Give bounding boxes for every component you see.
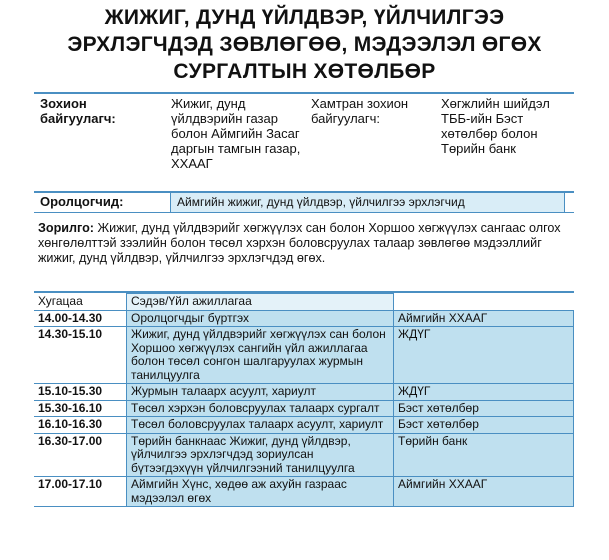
table-row xyxy=(34,384,574,401)
title-line-1: ЖИЖИГ, ДУНД ҮЙЛДВЭР, ҮЙЛЧИЛГЭЭ xyxy=(104,6,505,29)
title-line-3: СУРГАЛТЫН ХӨТӨЛБӨР xyxy=(173,60,436,83)
goal-label: Зорилго: xyxy=(38,221,94,235)
row-time: 14.30-15.10 xyxy=(34,327,127,384)
row-time: 14.00-14.30 xyxy=(34,310,127,327)
table-row xyxy=(34,400,574,417)
row-activity: Төрийн банкнаас Жижиг, дунд үйлдвэр, үйлчилгээ эрхлэгчдэд зориулсан бүтээгдэхүүн үйлчилгээний танилцуулга xyxy=(127,433,394,477)
divider xyxy=(34,92,574,94)
title-line-2: ЭРХЛЭГЧДЭД ЗӨВЛӨГӨӨ, МЭДЭЭЛЭЛ ӨГӨХ xyxy=(67,33,542,56)
row-responsible: Аймгийн ХХААГ xyxy=(394,477,574,507)
schedule-header-row xyxy=(34,294,574,311)
co-organizer-value: Хөгжлийн шийдэл ТББ-ийн Бэст хөтөлбөр болон Төрийн банк xyxy=(441,96,550,156)
organizer-block xyxy=(34,92,574,189)
table-row xyxy=(34,310,574,327)
row-time: 17.00-17.10 xyxy=(34,477,127,507)
row-responsible: ЖДҮГ xyxy=(394,384,574,401)
table-row xyxy=(34,327,574,384)
schedule-table xyxy=(34,291,574,507)
row-activity: Оролцогчдыг бүртгэх xyxy=(127,310,394,327)
row-time: 16.30-17.00 xyxy=(34,433,127,477)
table-row xyxy=(34,417,574,434)
row-activity: Аймгийн Хүнс, хөдөө аж ахуйн газраас мэдээлэл өгөх xyxy=(127,477,394,507)
table-row xyxy=(34,477,574,507)
row-responsible: Аймгийн ХХААГ xyxy=(394,310,574,327)
row-activity: Жижиг, дунд үйлдвэрийг хөгжүүлэх сан болон Хоршоо хөгжүүлэх сангийн үйл ажиллагаа болон төсөл сонгон шалгаруулах журмын танилцуулга xyxy=(127,327,394,384)
participants-value: Аймгийн жижиг, дунд үйлдвэр, үйлчилгээ эрхлэгчид xyxy=(170,193,565,212)
row-time: 15.10-15.30 xyxy=(34,384,127,401)
row-activity: Төсөл хэрхэн боловсруулах талаарх сургалт xyxy=(127,400,394,417)
row-time: 16.10-16.30 xyxy=(34,417,127,434)
row-responsible: Бэст хөтөлбөр xyxy=(394,417,574,434)
organizer-label: Зохион байгуулагч: xyxy=(40,96,116,126)
goal-paragraph xyxy=(38,221,568,266)
header-responsible xyxy=(394,294,574,311)
header-time: Хугацаа xyxy=(34,294,127,311)
participants-row xyxy=(34,191,574,213)
organizer-value: Жижиг, дунд үйлдвэрийн газар болон Аймгийн Засаг даргын тамгын газар, ХХААГ xyxy=(171,96,301,171)
header-activity: Сэдэв/Үйл ажиллагаа xyxy=(127,294,394,311)
row-activity: Төсөл боловсруулах талаарх асуулт, хариулт xyxy=(127,417,394,434)
row-responsible: Бэст хөтөлбөр xyxy=(394,400,574,417)
row-responsible: Төрийн банк xyxy=(394,433,574,477)
page-title xyxy=(0,4,609,85)
co-organizer-label: Хамтран зохион байгуулагч: xyxy=(311,96,409,126)
table-row xyxy=(34,433,574,477)
participants-label: Оролцогчид: xyxy=(40,194,124,209)
row-activity: Журмын талаарх асуулт, хариулт xyxy=(127,384,394,401)
row-time: 15.30-16.10 xyxy=(34,400,127,417)
goal-text: Жижиг, дунд үйлдвэрийг хөгжүүлэх сан болон Хоршоо хөгжүүлэх сангаас олгох хөнгөлөлттэй зээлийн болон төсөл хэрхэн боловсруулах талаар зөвлөгөө мэдээллийг жижиг, дунд үйлдвэр, үйлчилгээ эрхлэгчдэд өгөх. xyxy=(38,221,561,265)
row-responsible: ЖДҮГ xyxy=(394,327,574,384)
